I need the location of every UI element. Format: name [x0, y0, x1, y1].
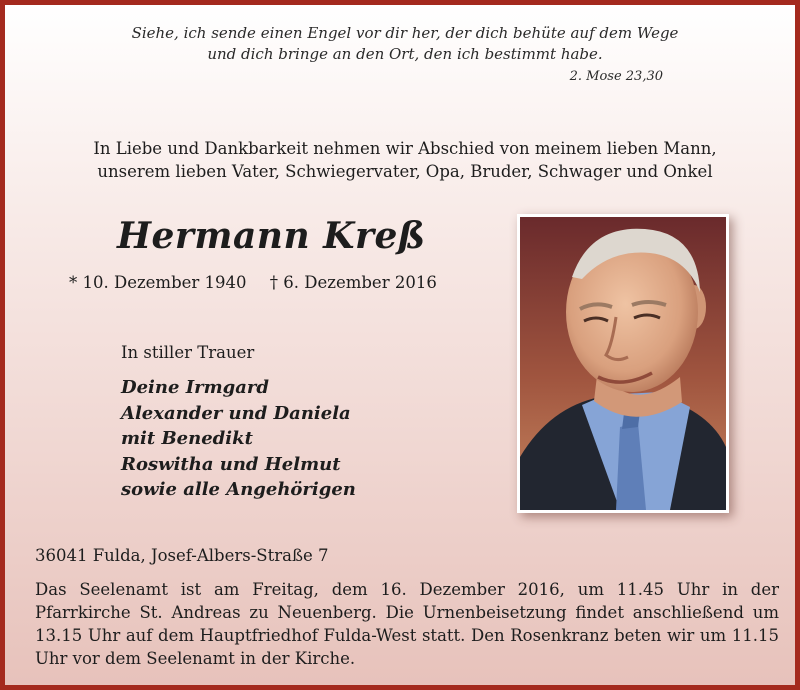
mourner-name: Roswitha und Helmut [121, 453, 341, 475]
bible-verse [5, 23, 800, 65]
mourners-list [121, 375, 356, 503]
birth-date: * 10. Dezember 1940 [69, 273, 247, 292]
life-dates [69, 273, 437, 292]
intro-line-2: unserem lieben Vater, Schwiegervater, Opa, Bruder, Schwager und Onkel [97, 162, 713, 181]
mourner-name: Alexander und Daniela [121, 402, 351, 424]
verse-line-2: und dich bringe an den Ort, den ich bestimmt habe. [207, 45, 603, 63]
intro-line-1: In Liebe und Dankbarkeit nehmen wir Abschied von meinem lieben Mann, [93, 139, 717, 158]
death-date: † 6. Dezember 2016 [269, 273, 437, 292]
service-details: Das Seelenamt ist am Freitag, dem 16. Dezember 2016, um 11.45 Uhr in der Pfarrkirche St. Andreas zu Neuenberg. Die Urnenbeisetzung findet anschließend um 13.15 Uhr auf dem Hauptfriedhof Fulda-West statt. Den Rosenkranz beten wir um 11.15 Uhr vor dem Seelenamt in der Kirche. [35, 580, 779, 668]
portrait-photo [517, 214, 729, 513]
intro-text [5, 137, 800, 183]
mourning-heading: In stiller Trauer [121, 343, 255, 362]
portrait-illustration [520, 217, 726, 510]
family-address: 36041 Fulda, Josef-Albers-Straße 7 [35, 546, 329, 565]
deceased-name: Hermann Kreß [117, 215, 426, 257]
verse-line-1: Siehe, ich sende einen Engel vor dir her, der dich behüte auf dem Wege [131, 24, 679, 42]
mourner-name: mit Benedikt [121, 428, 253, 449]
mourner-name: Deine Irmgard [121, 377, 269, 398]
mourner-name: sowie alle Angehörigen [121, 479, 356, 500]
verse-reference: 2. Mose 23,30 [569, 69, 663, 84]
